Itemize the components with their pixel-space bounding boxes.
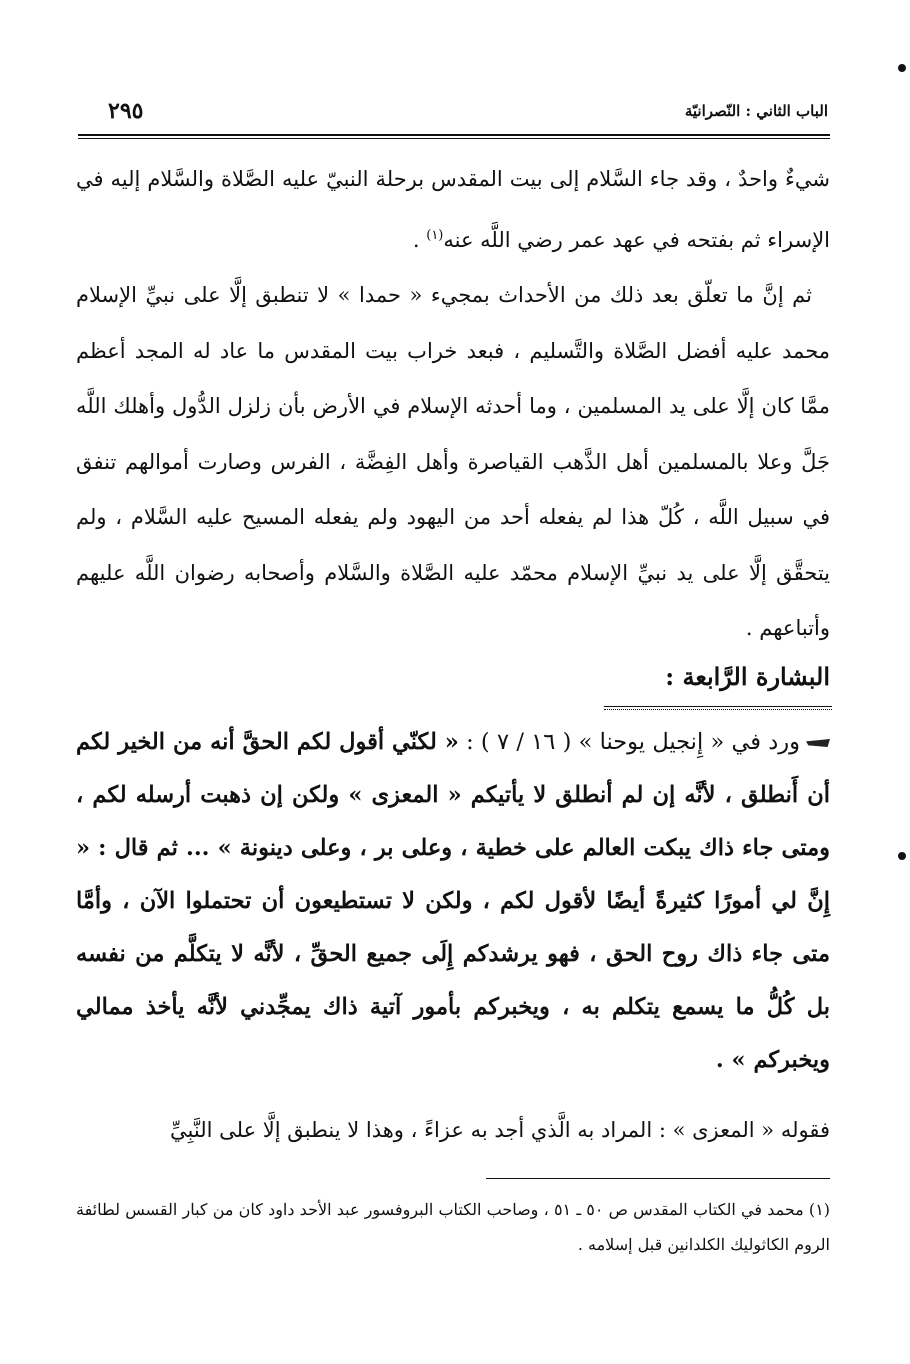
footnote-1: (١) محمد في الكتاب المقدس ص ٥٠ ـ ٥١ ، وصاحب الكتاب البروفسور عبد الأحد داود كان من كبار القسس لطائفة الروم الكاثوليك الكلدانين قبل إسلامه . (76, 1200, 831, 1254)
paragraph-marker-icon (806, 739, 830, 747)
section-heading: البشارة الرَّابعة : (665, 662, 830, 691)
quote-paragraph (76, 716, 830, 1087)
page-header (78, 96, 828, 130)
quote-intro: ورد في « إِنجيل يوحنا » ( ١٦ / ٧ ) : (458, 729, 800, 755)
margin-dot-top (898, 64, 906, 72)
body-text (76, 152, 830, 657)
margin-dot-middle (898, 852, 906, 860)
paragraph-after-quote: فقوله « المعزى » : المراد به الَّذي أجد به عزاءً ، وهذا لا ينطبق إلَّا على النَّبِيِّ (170, 1118, 830, 1142)
running-title: الباب الثاني : النّصرانيّة (684, 102, 828, 120)
footnotes (76, 1192, 830, 1262)
paragraph-1 (76, 152, 830, 268)
paragraph-1-end: . (412, 227, 427, 252)
header-rule (78, 134, 830, 139)
footnote-ref-1[interactable]: (١) (426, 227, 444, 243)
paragraph-1-text: شيءٌ واحدٌ ، وقد جاء السَّلام إلى بيت المقدس برحلة النبيّ عليه الصَّلاة والسَّلام إليه في الإسراء ثم بفتحه في عهد عمر رضي اللَّه عنه (76, 167, 831, 252)
gospel-quote (76, 716, 830, 1087)
quote-text: « لكنّي أقول لكم الحقَّ أنه من الخير لكم أن أَنطلق ، لأنَّه إن لم أنطلق لا يأتيكم « المعزى » ولكن إن ذهبت أرسله لكم ، ومتى جاء ذاك يبكت العالم على خطية ، وعلى بر ، وعلى دينونة » ... ثم قال : « إِنَّ لي أمورًا كثيرةً أيضًا لأقول لكم ، ولكن لا تستطيعون أن تحتملوا الآن ، وأمَّا متى جاء ذاك روح الحق ، فهو يرشدكم إِلَى جميع الحقِّ ، لأنَّه لا يتكلَّم من نفسه بل كُلُّ ما يسمع يتكلم به ، ويخبركم بأمور آتية ذاك يمجِّدني لأنَّه يأخذ ممالي ويخبركم » . (76, 729, 830, 1073)
paragraph-2: ثم إنَّ ما تعلّق بعد ذلك من الأحداث بمجيء « حمدا » لا تنطبق إلَّا على نبيِّ الإسلام محمد عليه أفضل الصَّلاة والتَّسليم ، فبعد خراب بيت المقدس ما عاد له المجد أعظم ممَّا كان إلَّا على يد المسلمين ، وما أحدثه الإسلام في الأرض بأن زلزل الدُّول وأهلك اللَّه جَلَّ وعلا بالمسلمين أهل الذَّهب القياصرة وأهل الفِضَّة ، الفرس وصارت أموالهم تنفق في سبيل اللَّه ، كُلّ هذا لم يفعله أحد من اليهود ولم يفعله المسيح عليه السَّلام ، ولم يتحقَّق إلَّا على يد نبيِّ الإسلام محمّد عليه الصَّلاة والسَّلام وأصحابه رضوان اللَّه عليهم وأتباعهم . (76, 283, 830, 640)
page-number: ٢٩٥ (108, 98, 144, 124)
footnote-rule (486, 1178, 830, 1179)
section-heading-rule (604, 706, 832, 710)
